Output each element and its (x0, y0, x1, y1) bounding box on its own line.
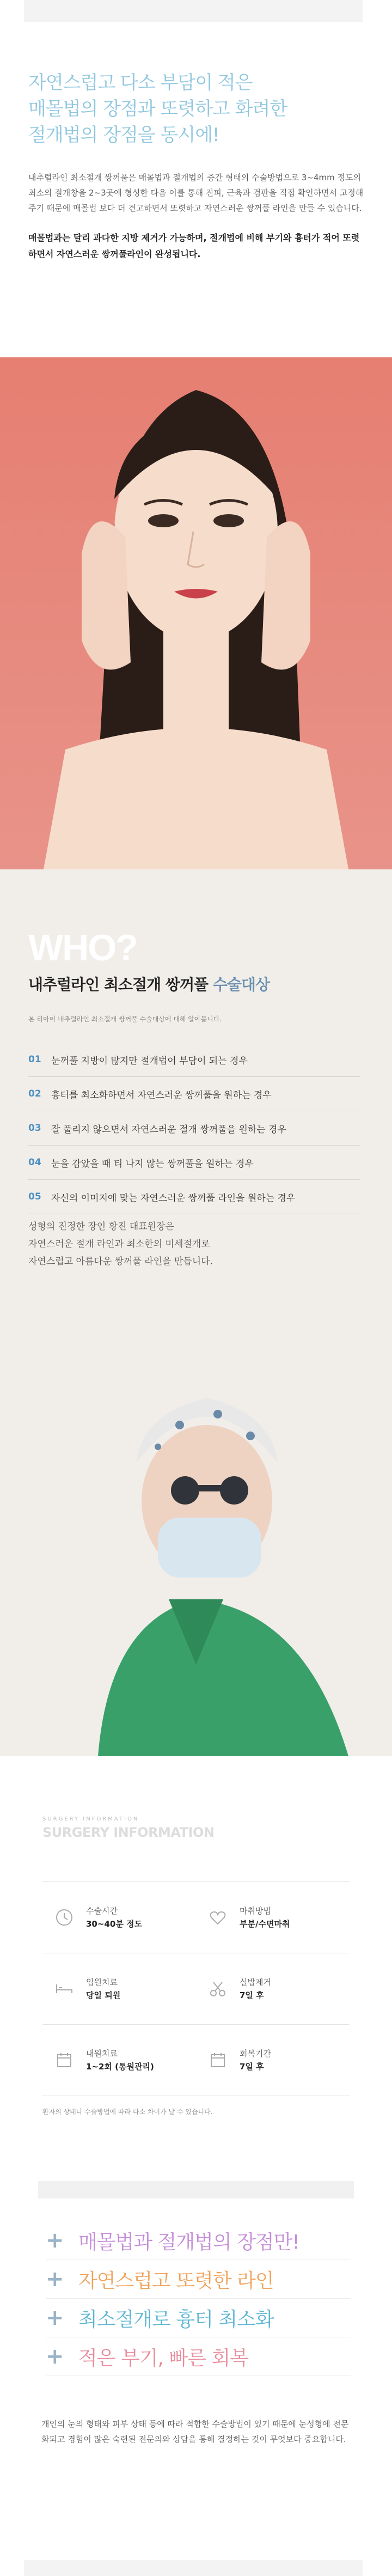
info-title: SURGERY INFORMATION (42, 1825, 215, 1840)
scissors-icon (196, 1967, 240, 2011)
list-text: 눈을 감았을 때 티 나지 않는 쌍꺼풀을 원하는 경우 (51, 1158, 254, 1170)
doctor-quote (28, 1218, 333, 1270)
who-subtitle (28, 973, 270, 995)
list-item (28, 1077, 360, 1111)
cell-label: 입원치료 (86, 1977, 118, 1987)
surgery-info-section (0, 1756, 392, 2203)
cell-value: 7일 후 (240, 1990, 264, 2000)
calendar-icon (196, 2038, 240, 2082)
advantage-item (46, 2221, 351, 2260)
intro-headline (28, 70, 366, 148)
advantage-text: 적은 부기, 빠른 회복 (78, 2347, 248, 2370)
who-desc: 본 리아이 내추럴라인 최소절개 쌍꺼풀 수술대상에 대해 알아봅니다. (28, 1015, 222, 1023)
cell-value: 부분/수면마취 (240, 1919, 290, 1929)
info-eyebrow: SURGERY INFORMATION (42, 1816, 139, 1822)
bottom-bar (24, 2560, 363, 2576)
list-number: 04 (28, 1157, 41, 1168)
info-cell (196, 2025, 350, 2096)
plus-icon: + (46, 2344, 64, 2369)
list-item (28, 1146, 360, 1180)
quote-line: 자연스럽고 아름다운 쌍꺼풀 라인을 만듭니다. (28, 1256, 213, 1267)
divider-band (38, 2181, 354, 2199)
model-photo (0, 357, 392, 869)
info-cell (196, 1882, 350, 1953)
plus-icon: + (46, 2305, 64, 2330)
cell-label: 수술시간 (86, 1906, 118, 1916)
list-item (28, 1043, 360, 1077)
intro-strong: 매몰법과는 달리 과다한 지방 제거가 가능하며, 절개법에 비해 부기와 흉터가 적어 또렷하면서 자연스러운 쌍꺼풀라인이 완성됩니다. (28, 233, 360, 259)
list-number: 01 (28, 1054, 41, 1065)
list-text: 자신의 이미지에 맞는 자연스러운 쌍꺼풀 라인을 원하는 경우 (51, 1192, 296, 1204)
doctor-illustration (0, 1338, 392, 1756)
intro-section (28, 70, 366, 263)
list-text: 잘 풀리지 않으면서 자연스러운 절개 쌍꺼풀을 원하는 경우 (51, 1124, 286, 1135)
clock-icon (42, 1896, 86, 1939)
calendar-icon (42, 2038, 86, 2082)
info-cell (42, 1953, 196, 2024)
who-section (0, 869, 392, 1756)
cell-value: 당일 퇴원 (86, 1990, 121, 2000)
advantage-text: 매몰법과 절개법의 장점만! (78, 2231, 299, 2254)
top-bar (24, 0, 363, 22)
advantage-text: 최소절개로 흉터 최소화 (78, 2308, 274, 2331)
heart-icon (196, 1896, 240, 1939)
list-number: 02 (28, 1088, 41, 1099)
list-item (28, 1180, 360, 1214)
headline-line: 매몰법의 장점과 또렷하고 화려한 (28, 98, 287, 120)
info-cell (196, 1953, 350, 2024)
cell-value: 30~40분 정도 (86, 1919, 143, 1929)
headline-line: 자연스럽고 다소 부담이 적은 (28, 72, 253, 94)
cell-value: 1~2회 (통원관리) (86, 2062, 154, 2072)
info-grid (42, 1881, 350, 2096)
info-row (42, 2024, 350, 2096)
advantage-item (46, 2299, 351, 2337)
list-text: 흉터를 최소화하면서 자연스러운 쌍꺼풀을 원하는 경우 (51, 1089, 272, 1101)
cell-label: 회복기간 (240, 2049, 271, 2059)
info-row (42, 1881, 350, 1953)
list-number: 05 (28, 1191, 41, 1202)
info-cell (42, 1882, 196, 1953)
info-row (42, 1953, 350, 2024)
info-cell (42, 2025, 196, 2096)
cell-label: 마취방법 (240, 1906, 271, 1916)
advantage-item (46, 2337, 351, 2376)
list-item (28, 1111, 360, 1146)
bed-icon (42, 1967, 86, 2011)
closing-text: 개인의 눈의 형태와 피부 상태 등에 따라 적합한 수술방법이 있기 때문에 눈성형에 전문화되고 경험이 많은 숙련된 전문의와 상담을 통해 결정하는 것이 무엇보다 중요합니다. (41, 2419, 349, 2444)
advantage-item (46, 2260, 351, 2299)
who-subtitle-accent: 수술대상 (212, 976, 270, 994)
who-title: WHO? (28, 927, 137, 969)
plus-icon: + (46, 2228, 64, 2253)
info-note: 환자의 상태나 수술방법에 따라 다소 차이가 날 수 있습니다. (42, 2108, 213, 2116)
plus-icon: + (46, 2267, 64, 2292)
quote-line: 자연스러운 절개 라인과 최소한의 미세절개로 (28, 1239, 210, 1250)
list-text: 눈꺼풀 지방이 많지만 절개법이 부담이 되는 경우 (51, 1055, 248, 1067)
model-illustration (0, 357, 392, 869)
who-subtitle-main: 내추럴라인 최소절개 쌍꺼풀 (28, 976, 213, 994)
advantage-text: 자연스럽고 또렷한 라인 (78, 2269, 274, 2292)
list-number: 03 (28, 1123, 41, 1134)
intro-body: 내추럴라인 최소절개 쌍꺼풀은 매몰법과 절개법의 중간 형태의 수술방법으로 3~4mm 정도의 최소의 절개창을 2~3곳에 형성한 다음 이를 통해 진피, 근육과 검판을 직접 확인하면서 고정해 주기 때문에 매몰법 보다 더 견고하면서 또렷하고 자연스러운 쌍꺼풀 라인을 만들 수 있습니다. (28, 173, 364, 213)
quote-line: 성형의 진정한 장인 황진 대표원장은 (28, 1221, 174, 1232)
cell-label: 실밥제거 (240, 1977, 271, 1987)
cell-label: 내원치료 (86, 2049, 118, 2059)
headline-line: 절개법의 장점을 동시에! (28, 124, 219, 146)
candidate-list (28, 1043, 360, 1214)
doctor-photo (0, 1338, 392, 1756)
advantages-list (46, 2221, 351, 2376)
cell-value: 7일 후 (240, 2062, 264, 2072)
